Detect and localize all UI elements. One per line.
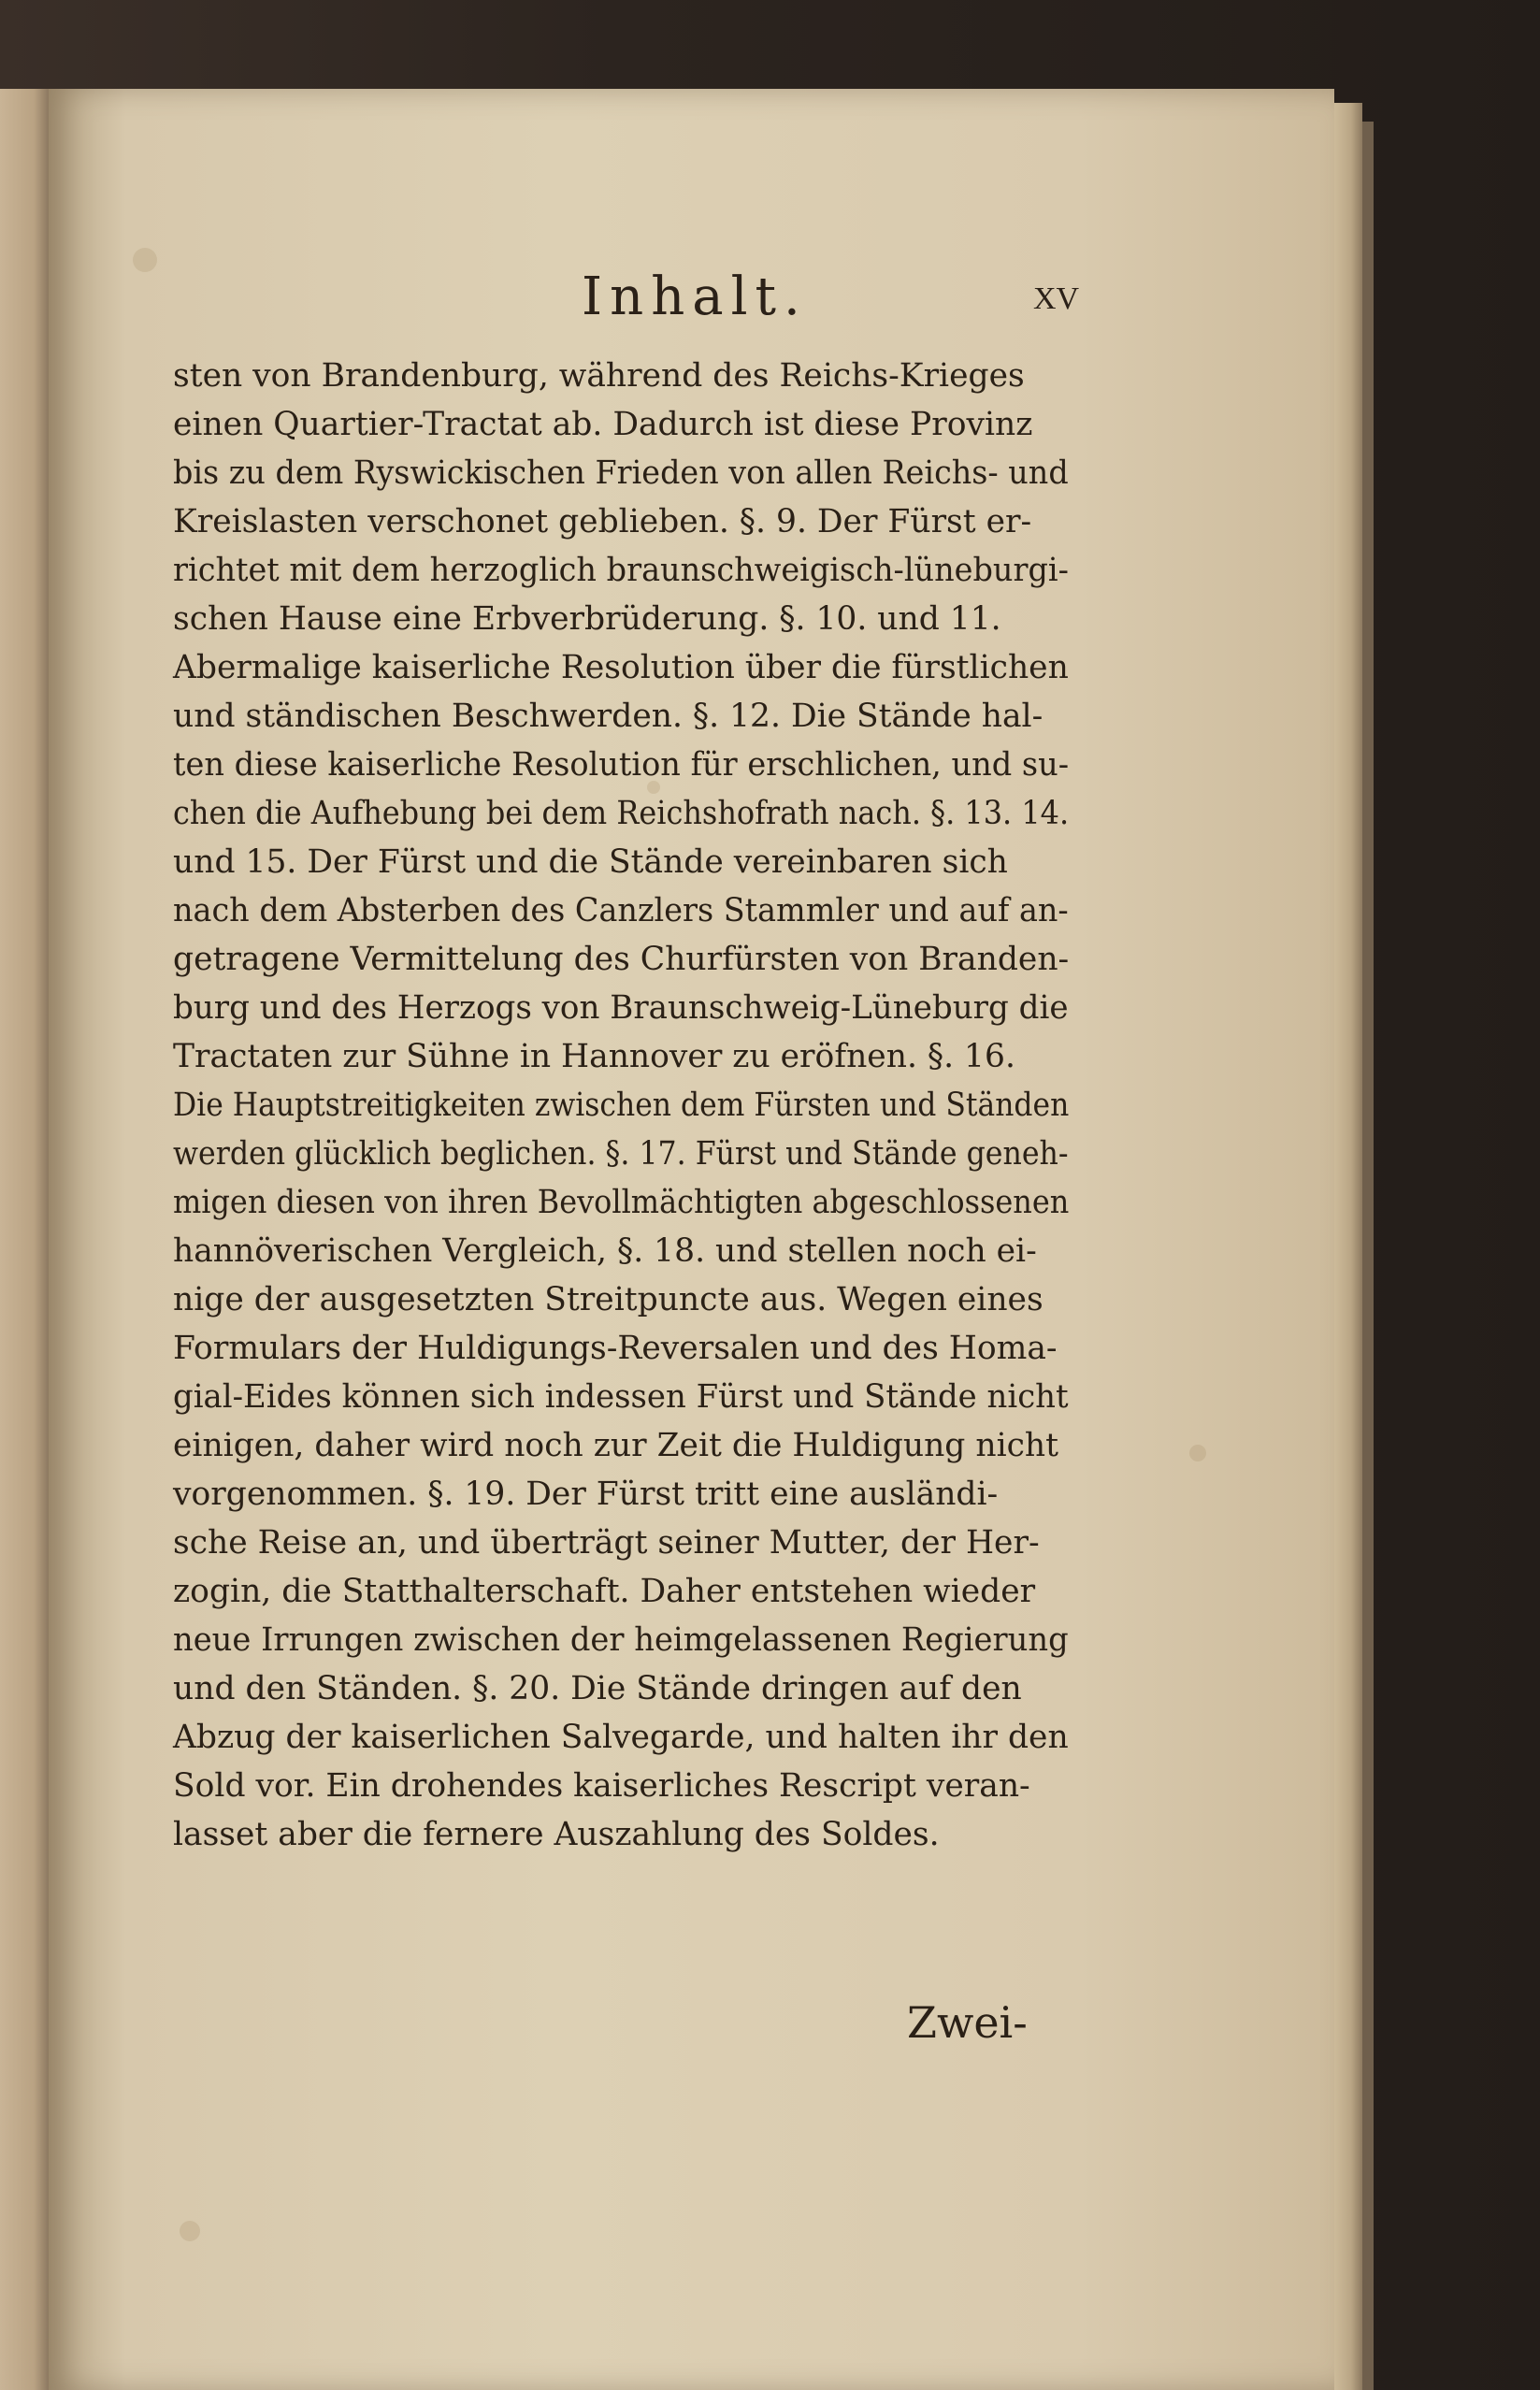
text-line: hannöverischen Vergleich, §. 18. und stellen noch ei-	[173, 1232, 1037, 1270]
text-line: Tractaten zur Sühne in Hannover zu eröfnen. §. 16.	[173, 1038, 1015, 1075]
page-number: XV	[1033, 281, 1080, 316]
text-line: Die Hauptstreitigkeiten zwischen dem Fürsten und Ständen	[173, 1087, 1070, 1124]
text-line: burg und des Herzogs von Braunschweig-Lüneburg die	[173, 989, 1069, 1027]
text-line: lasset aber die fernere Auszahlung des Soldes.	[173, 1816, 940, 1853]
text-line: bis zu dem Ryswickischen Frieden von allen Reichs- und	[173, 454, 1069, 492]
text-line: vorgenommen. §. 19. Der Fürst tritt eine ausländi-	[173, 1476, 999, 1513]
text-line: ten diese kaiserliche Resolution für erschlichen, und su-	[173, 746, 1070, 784]
text-line: zogin, die Statthalterschaft. Daher entstehen wieder	[173, 1573, 1036, 1610]
foxing-spot	[180, 2221, 200, 2241]
text-line: schen Hause eine Erbverbrüderung. §. 10. und 11.	[173, 600, 1001, 638]
text-line: nige der ausgesetzten Streitpuncte aus. Wegen eines	[173, 1281, 1043, 1318]
body-text	[173, 352, 1069, 1859]
page-block-edge	[1334, 103, 1362, 2390]
text-line: einen Quartier-Tractat ab. Dadurch ist diese Provinz	[173, 406, 1033, 443]
text-line: getragene Vermittelung des Churfürsten von Branden-	[173, 941, 1070, 978]
page-header	[49, 266, 1334, 341]
text-line: und den Ständen. §. 20. Die Stände dringen auf den	[173, 1670, 1022, 1707]
text-line: Formulars der Huldigungs-Reversalen und des Homa-	[173, 1330, 1058, 1367]
text-line: werden glücklich beglichen. §. 17. Fürst und Stände geneh-	[173, 1135, 1069, 1173]
text-line: chen die Aufhebung bei dem Reichshofrath nach. §. 13. 14.	[173, 795, 1070, 832]
text-line: gial-Eides können sich indessen Fürst und Stände nicht	[173, 1378, 1069, 1416]
text-line: sten von Brandenburg, während des Reichs-Krieges	[173, 357, 1025, 395]
facing-page-edge	[0, 89, 49, 2390]
catchword: Zwei-	[907, 1997, 1028, 2048]
text-line: einigen, daher wird noch zur Zeit die Huldigung nicht	[173, 1427, 1059, 1464]
running-head: Inhalt.	[582, 266, 808, 327]
text-line: Kreislasten verschonet geblieben. §. 9. Der Fürst er-	[173, 503, 1032, 540]
text-line: und ständischen Beschwerden. §. 12. Die Stände hal-	[173, 698, 1043, 735]
text-line: nach dem Absterben des Canzlers Stammler und auf an-	[173, 892, 1069, 929]
text-line: neue Irrungen zwischen der heimgelassenen Regierung	[173, 1621, 1069, 1659]
text-line: und 15. Der Fürst und die Stände vereinbaren sich	[173, 843, 1008, 881]
text-line: migen diesen von ihren Bevollmächtigten abgeschlossenen	[173, 1184, 1070, 1221]
cover-edge	[1362, 122, 1374, 2390]
foxing-spot	[1189, 1445, 1206, 1461]
text-line: sche Reise an, und überträgt seiner Mutter, der Her-	[173, 1524, 1040, 1562]
text-line: richtet mit dem herzoglich braunschweigisch-lüneburgi-	[173, 552, 1069, 589]
text-line: Abermalige kaiserliche Resolution über die fürstlichen	[173, 649, 1069, 686]
text-line: Abzug der kaiserlichen Salvegarde, und halten ihr den	[173, 1719, 1069, 1756]
text-line: Sold vor. Ein drohendes kaiserliches Rescript veran-	[173, 1767, 1030, 1805]
